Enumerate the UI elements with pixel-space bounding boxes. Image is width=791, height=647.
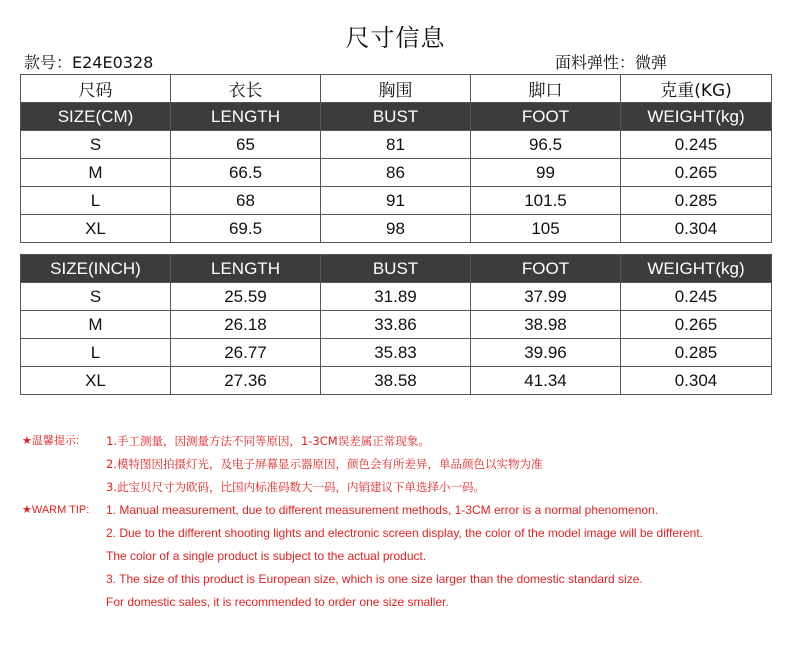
table-cell: 105 bbox=[471, 215, 621, 243]
table-row bbox=[21, 367, 772, 395]
table-cell: 96.5 bbox=[471, 131, 621, 159]
table-cell: M bbox=[21, 159, 171, 187]
table-cell: SIZE(INCH) bbox=[21, 255, 171, 283]
table-row bbox=[21, 311, 772, 339]
table-cell: 41.34 bbox=[471, 367, 621, 395]
tips-section bbox=[22, 430, 782, 614]
header-row bbox=[21, 255, 772, 283]
table-cell: 0.265 bbox=[621, 159, 772, 187]
table-cell: WEIGHT(kg) bbox=[621, 103, 772, 131]
fabric-elasticity: 面料弹性：微弹 bbox=[555, 53, 668, 72]
table-cell: 38.58 bbox=[321, 367, 471, 395]
table-cell: BUST bbox=[321, 103, 471, 131]
table-cell: XL bbox=[21, 367, 171, 395]
header-row-cn bbox=[21, 75, 772, 103]
page-title: 尺寸信息 bbox=[345, 24, 446, 52]
tip-line bbox=[22, 476, 782, 499]
table-cell: 尺码 bbox=[21, 75, 171, 103]
table-cell: 25.59 bbox=[171, 283, 321, 311]
size-table-cm bbox=[20, 74, 772, 243]
table-cell: WEIGHT(kg) bbox=[621, 255, 772, 283]
table-cell: 0.285 bbox=[621, 187, 772, 215]
table-cell: 0.245 bbox=[621, 283, 772, 311]
table-cell: 68 bbox=[171, 187, 321, 215]
table-cell: 81 bbox=[321, 131, 471, 159]
table-cell: 37.99 bbox=[471, 283, 621, 311]
table-cell: 35.83 bbox=[321, 339, 471, 367]
table-cell: M bbox=[21, 311, 171, 339]
table-cell: 66.5 bbox=[171, 159, 321, 187]
tip-text: 1. Manual measurement, due to different measurement methods, 1-3CM error is a normal phenomenon. bbox=[106, 503, 659, 517]
table-cell: 27.36 bbox=[171, 367, 321, 395]
table-cell: 0.304 bbox=[621, 215, 772, 243]
tip-line bbox=[22, 499, 782, 522]
table-cell: 0.304 bbox=[621, 367, 772, 395]
table-cell: 0.285 bbox=[621, 339, 772, 367]
table-cell: 0.245 bbox=[621, 131, 772, 159]
header-row bbox=[21, 103, 772, 131]
table-cell: 26.18 bbox=[171, 311, 321, 339]
table-row bbox=[21, 339, 772, 367]
table-cell: 86 bbox=[321, 159, 471, 187]
tip-text: 3. The size of this product is European size, which is one size larger than the domestic standard size. bbox=[106, 572, 643, 586]
table-cell: 脚口 bbox=[471, 75, 621, 103]
style-number: 款号：E24E0328 bbox=[24, 53, 154, 72]
table-cell: 克重(KG) bbox=[621, 75, 772, 103]
tip-line bbox=[22, 591, 782, 614]
tip-text: 2.模特图因拍摄灯光，及电子屏幕显示器原因，颜色会有所差异，单品颜色以实物为准 bbox=[106, 457, 543, 471]
table-cell: S bbox=[21, 283, 171, 311]
table-cell: 98 bbox=[321, 215, 471, 243]
table-cell: 31.89 bbox=[321, 283, 471, 311]
tip-label: ★WARM TIP: bbox=[22, 504, 90, 516]
table-cell: 38.98 bbox=[471, 311, 621, 339]
table-cell: 0.265 bbox=[621, 311, 772, 339]
table-cell: LENGTH bbox=[171, 255, 321, 283]
tip-text: 2. Due to the different shooting lights and electronic screen display, the color of the model image will be different. bbox=[106, 526, 704, 540]
table-row bbox=[21, 131, 772, 159]
tip-text: 3.此宝贝尺寸为欧码，比国内标准码数大一码，内销建议下单选择小一码。 bbox=[106, 480, 485, 494]
table-cell: XL bbox=[21, 215, 171, 243]
table-cell: 65 bbox=[171, 131, 321, 159]
table-cell: SIZE(CM) bbox=[21, 103, 171, 131]
tip-line bbox=[22, 545, 782, 568]
table-row bbox=[21, 283, 772, 311]
table-cell: FOOT bbox=[471, 255, 621, 283]
tip-line bbox=[22, 453, 782, 476]
table-cell: 衣长 bbox=[171, 75, 321, 103]
tip-line bbox=[22, 430, 782, 453]
tip-line bbox=[22, 568, 782, 591]
table-cell: 26.77 bbox=[171, 339, 321, 367]
table-row bbox=[21, 187, 772, 215]
table-cell: LENGTH bbox=[171, 103, 321, 131]
size-table-inch bbox=[20, 254, 772, 395]
table-cell: 39.96 bbox=[471, 339, 621, 367]
table-cell: S bbox=[21, 131, 171, 159]
tip-text: The color of a single product is subject to the actual product. bbox=[106, 549, 427, 563]
table-row bbox=[21, 159, 772, 187]
tip-text: 1.手工测量，因测量方法不同等原因，1-3CM误差属正常现象。 bbox=[106, 434, 430, 448]
table-cell: L bbox=[21, 187, 171, 215]
table-cell: 99 bbox=[471, 159, 621, 187]
table-cell: 91 bbox=[321, 187, 471, 215]
table-cell: 69.5 bbox=[171, 215, 321, 243]
tip-label: ★温馨提示: bbox=[22, 435, 79, 447]
tip-line bbox=[22, 522, 782, 545]
table-cell: L bbox=[21, 339, 171, 367]
table-cell: FOOT bbox=[471, 103, 621, 131]
table-cell: 33.86 bbox=[321, 311, 471, 339]
table-row bbox=[21, 215, 772, 243]
table-cell: 胸围 bbox=[321, 75, 471, 103]
table-cell: 101.5 bbox=[471, 187, 621, 215]
table-cell: BUST bbox=[321, 255, 471, 283]
tip-text: For domestic sales, it is recommended to order one size smaller. bbox=[106, 595, 449, 609]
